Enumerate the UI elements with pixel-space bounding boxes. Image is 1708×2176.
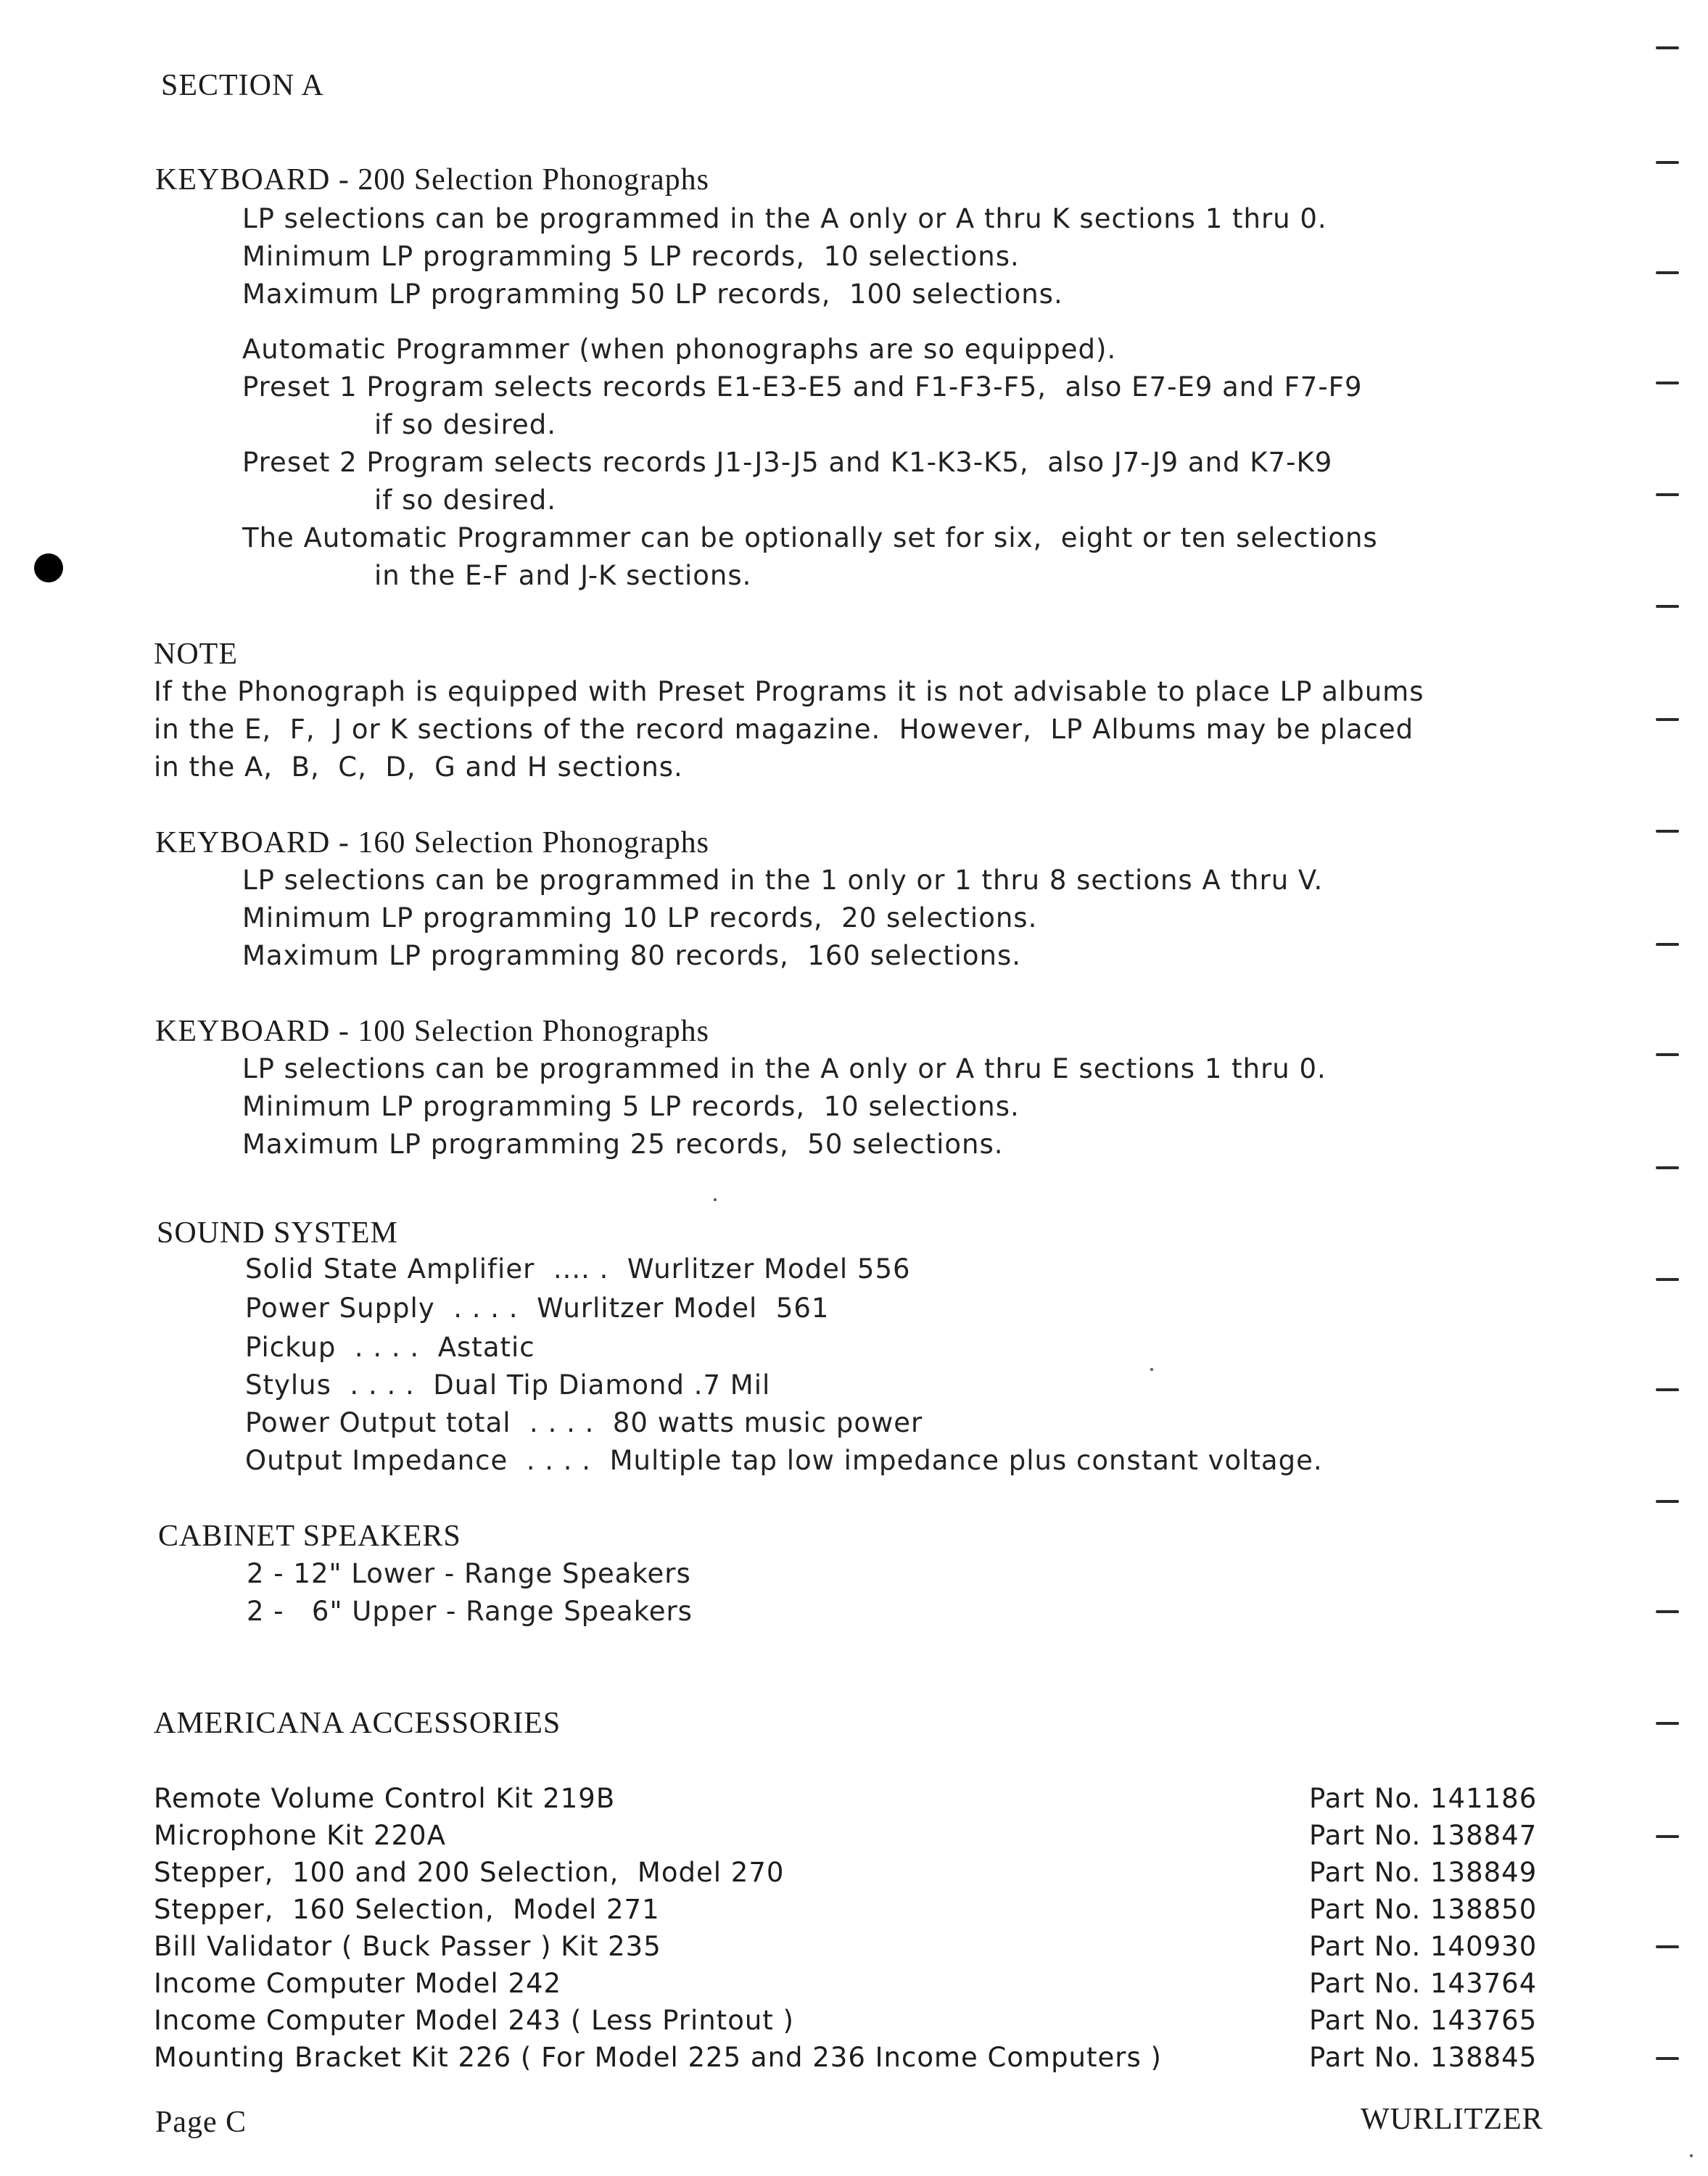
margin-mark: [1656, 1166, 1679, 1169]
scan-speck: [1690, 2154, 1693, 2157]
margin-mark: [1656, 830, 1679, 833]
keyboard-160-heading: KEYBOARD - 160 Selection Phonographs: [155, 826, 709, 860]
margin-mark: [1656, 605, 1679, 608]
keyboard-160-line: Maximum LP programming 80 records, 160 selections.: [242, 940, 1022, 971]
note-line: If the Phonograph is equipped with Preset Programs it is not advisable to place LP albums: [154, 676, 1424, 707]
cabinet-speakers-line: 2 - 12" Lower - Range Speakers: [247, 1558, 691, 1589]
accessory-part-number: Part No. 143764: [1309, 1968, 1538, 1999]
margin-mark: [1656, 271, 1679, 274]
accessory-name: Remote Volume Control Kit 219B: [154, 1783, 616, 1814]
cabinet-speakers-line: 2 - 6" Upper - Range Speakers: [247, 1596, 693, 1627]
keyboard-160-line: Minimum LP programming 10 LP records, 20 selections.: [242, 902, 1038, 934]
margin-mark: [1656, 1835, 1679, 1838]
note-heading: NOTE: [154, 638, 238, 671]
accessory-name: Stepper, 160 Selection, Model 271: [154, 1894, 660, 1925]
note-line: in the A, B, C, D, G and H sections.: [154, 751, 683, 783]
keyboard-200-line: Minimum LP programming 5 LP records, 10 selections.: [242, 241, 1020, 272]
accessory-part-number: Part No. 143765: [1309, 2005, 1538, 2036]
accessory-part-number: Part No. 138845: [1309, 2042, 1538, 2073]
margin-mark: [1656, 1945, 1679, 1948]
sound-system-line: Solid State Amplifier .... . Wurlitzer Model 556: [245, 1253, 911, 1285]
cabinet-speakers-heading: CABINET SPEAKERS: [158, 1520, 461, 1553]
sound-system-heading: SOUND SYSTEM: [157, 1216, 398, 1250]
accessories-heading: AMERICANA ACCESSORIES: [154, 1707, 561, 1740]
accessory-name: Mounting Bracket Kit 226 ( For Model 225 and 236 Income Computers ): [154, 2042, 1162, 2073]
accessory-part-number: Part No. 138850: [1309, 1894, 1538, 1925]
accessory-part-number: Part No. 138847: [1309, 1820, 1538, 1851]
margin-mark: [1656, 718, 1679, 721]
accessory-name: Income Computer Model 242: [154, 1968, 562, 1999]
accessory-name: Microphone Kit 220A: [154, 1820, 446, 1851]
keyboard-100-line: Minimum LP programming 5 LP records, 10 selections.: [242, 1091, 1020, 1122]
keyboard-200-heading: KEYBOARD - 200 Selection Phonographs: [155, 163, 709, 197]
scan-speck: [1150, 1368, 1153, 1371]
margin-mark: [1656, 943, 1679, 946]
margin-mark: [1656, 1500, 1679, 1503]
auto-programmer-line: in the E-F and J-K sections.: [374, 560, 752, 591]
auto-programmer-line: Automatic Programmer (when phonographs are so equipped).: [242, 334, 1117, 365]
sound-system-line: Output Impedance . . . . Multiple tap low impedance plus constant voltage.: [245, 1445, 1323, 1476]
margin-mark: [1656, 1388, 1679, 1391]
page-label: Page C: [155, 2106, 247, 2139]
accessory-name: Stepper, 100 and 200 Selection, Model 270: [154, 1857, 785, 1888]
keyboard-100-line: LP selections can be programmed in the A only or A thru E sections 1 thru 0.: [242, 1053, 1327, 1084]
scan-speck: [714, 1198, 717, 1201]
keyboard-200-line: Maximum LP programming 50 LP records, 100 selections.: [242, 279, 1063, 310]
accessory-part-number: Part No. 138849: [1309, 1857, 1538, 1888]
sound-system-line: Pickup . . . . Astatic: [245, 1332, 535, 1363]
margin-mark: [1656, 493, 1679, 496]
margin-mark: [1656, 1722, 1679, 1725]
accessory-name: Bill Validator ( Buck Passer ) Kit 235: [154, 1931, 661, 1962]
auto-programmer-line: Preset 2 Program selects records J1-J3-J5 and K1-K3-K5, also J7-J9 and K7-K9: [242, 447, 1333, 478]
sound-system-line: Power Supply . . . . Wurlitzer Model 561: [245, 1293, 830, 1324]
accessory-name: Income Computer Model 243 ( Less Printout ): [154, 2005, 794, 2036]
margin-mark: [1656, 382, 1679, 384]
auto-programmer-line: if so desired.: [374, 409, 556, 440]
margin-mark: [1656, 1053, 1679, 1056]
margin-mark: [1656, 1278, 1679, 1281]
margin-mark: [1656, 161, 1679, 164]
keyboard-100-heading: KEYBOARD - 100 Selection Phonographs: [155, 1015, 709, 1048]
accessory-part-number: Part No. 141186: [1309, 1783, 1538, 1814]
accessory-part-number: Part No. 140930: [1309, 1931, 1538, 1962]
keyboard-100-line: Maximum LP programming 25 records, 50 selections.: [242, 1129, 1004, 1160]
sound-system-line: Power Output total . . . . 80 watts music power: [245, 1407, 923, 1438]
auto-programmer-line: The Automatic Programmer can be optionally set for six, eight or ten selections: [242, 522, 1378, 553]
note-line: in the E, F, J or K sections of the record magazine. However, LP Albums may be placed: [154, 714, 1414, 745]
sound-system-line: Stylus . . . . Dual Tip Diamond .7 Mil: [245, 1369, 771, 1401]
keyboard-160-line: LP selections can be programmed in the 1 only or 1 thru 8 sections A thru V.: [242, 865, 1324, 896]
keyboard-200-line: LP selections can be programmed in the A only or A thru K sections 1 thru 0.: [242, 203, 1327, 234]
margin-mark: [1656, 1610, 1679, 1613]
margin-mark: [1656, 2057, 1679, 2060]
footer-brand: WURLITZER: [1361, 2103, 1543, 2136]
auto-programmer-line: if so desired.: [374, 485, 556, 516]
section-title: SECTION A: [161, 69, 324, 102]
margin-mark: [1656, 46, 1679, 49]
binder-hole-mark: [34, 553, 63, 582]
auto-programmer-line: Preset 1 Program selects records E1-E3-E5 and F1-F3-F5, also E7-E9 and F7-F9: [242, 371, 1363, 403]
